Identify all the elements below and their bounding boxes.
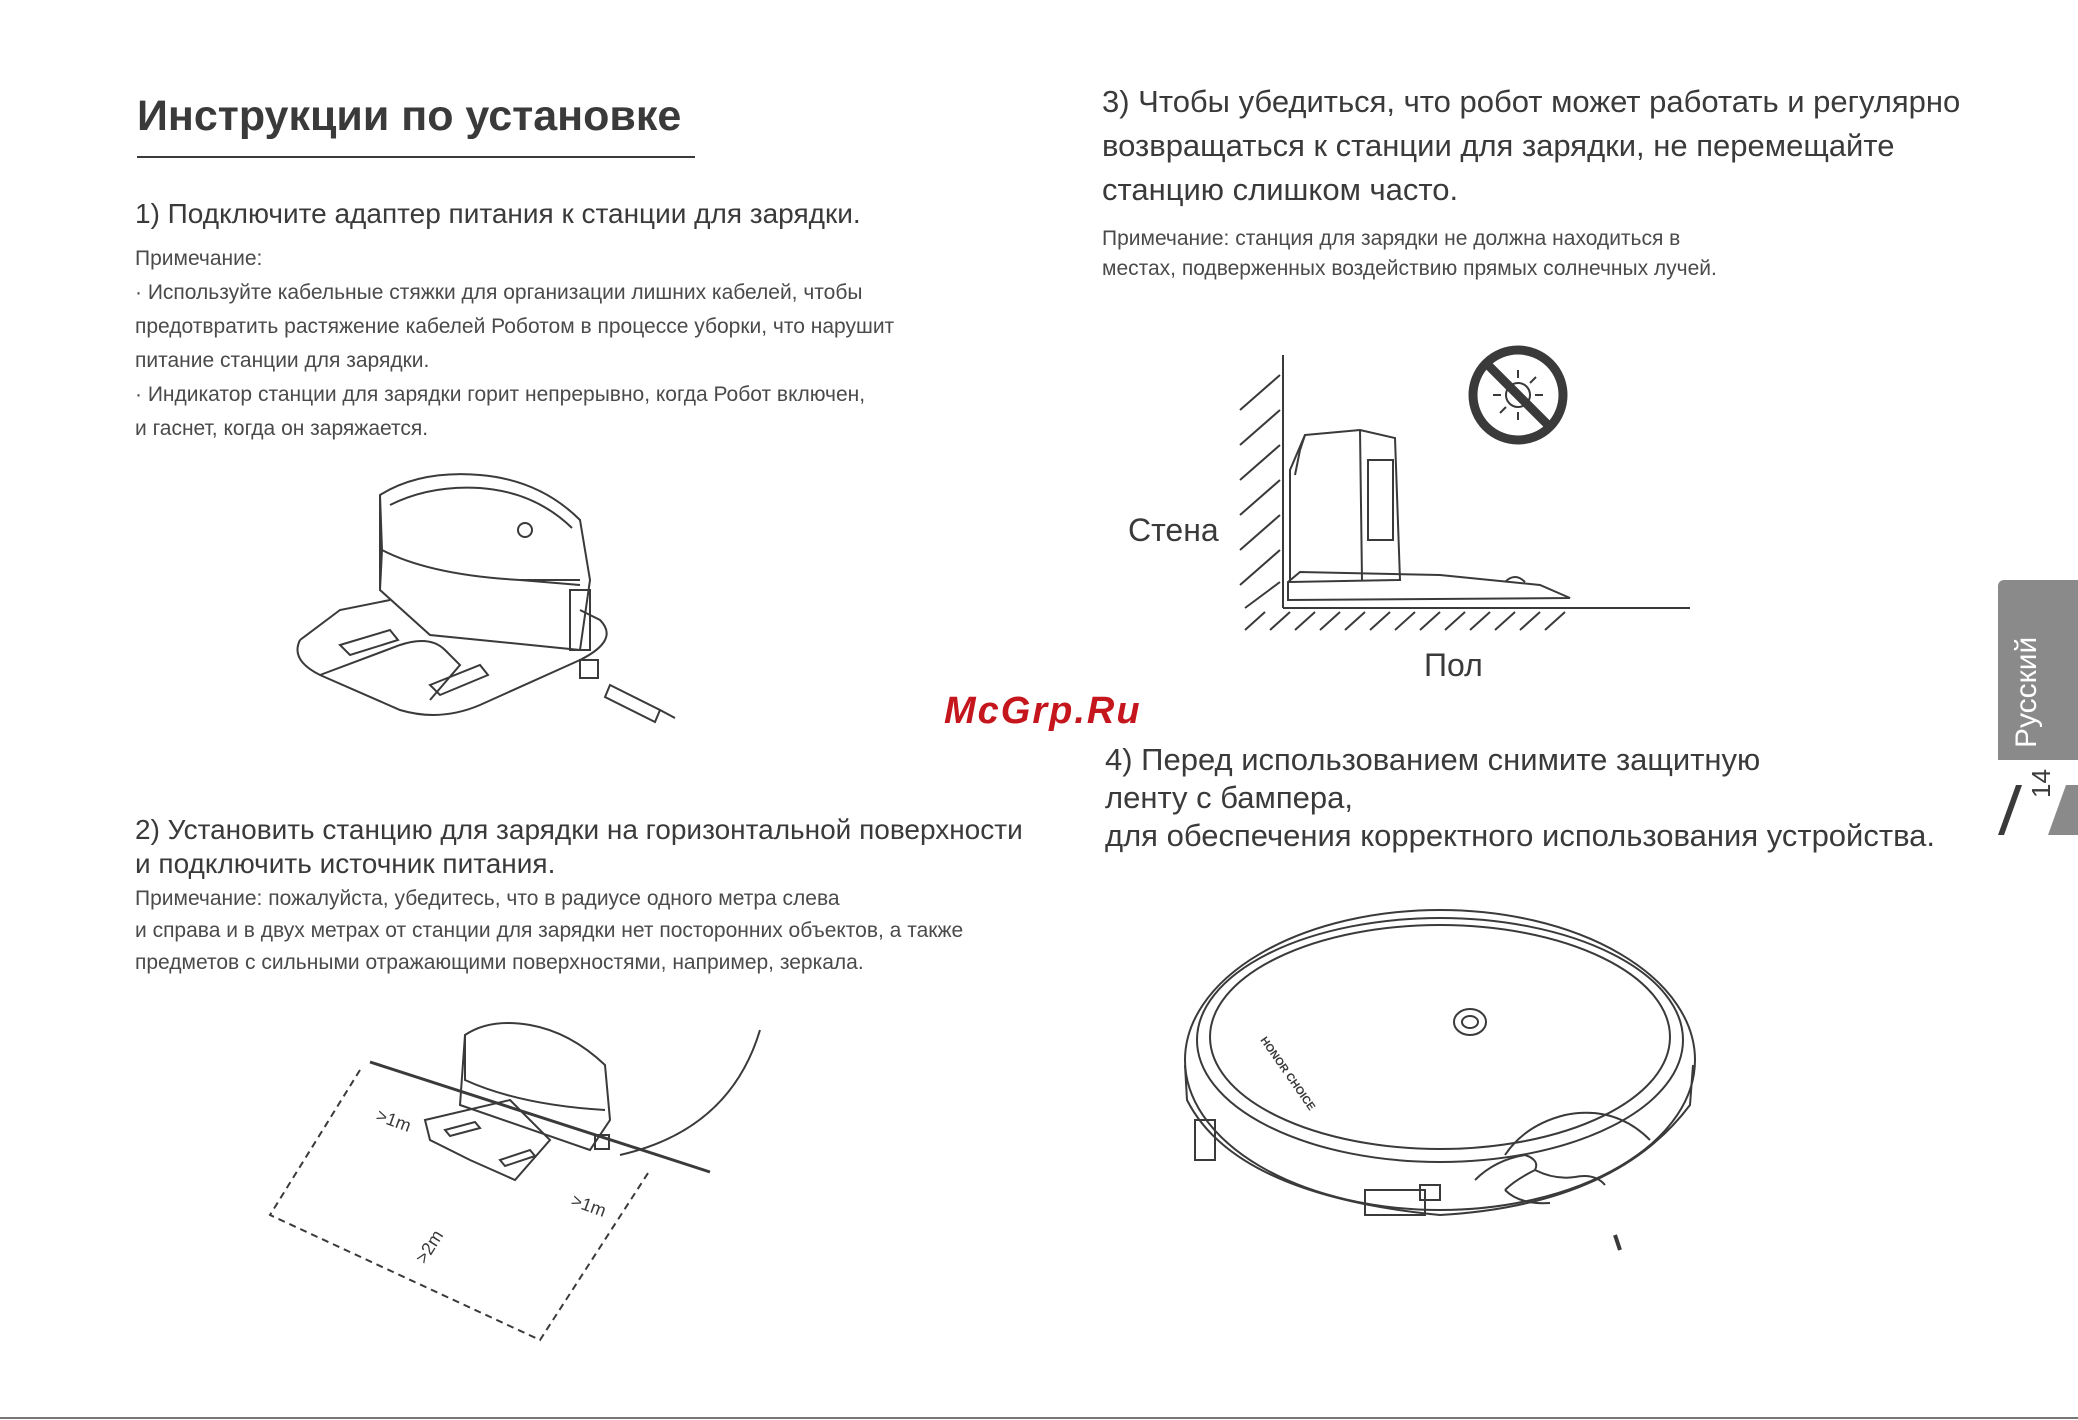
step1-bullet1-line1: · Используйте кабельные стяжки для организации лишних кабелей, чтобы [135, 281, 863, 304]
watermark: McGrp.Ru [944, 690, 1142, 732]
step1-note-label: Примечание: [135, 247, 263, 270]
dim-left-label: >1m [373, 1104, 414, 1136]
step2-heading-line1: 2) Установить станцию для зарядки на горизонтальной поверхности [135, 814, 1023, 845]
robot-brand-label: HONOR CHOICE [1257, 1034, 1318, 1113]
step2-note-line2: и справа и в двух метрах от станции для зарядки нет посторонних объектов, а также [135, 919, 964, 942]
page-number: 14 [2026, 769, 2057, 798]
step1-bullet2-line1: · Индикатор станции для зарядки горит непрерывно, когда Робот включен, [135, 383, 866, 406]
language-tab [1998, 580, 2078, 760]
robot-vacuum-illustration [1175, 915, 1665, 1245]
charging-station-illustration [280, 460, 680, 750]
no-sunlight-icon [1473, 350, 1563, 440]
page-bottom-border [0, 1417, 2078, 1419]
page-title: Инструкции по установке [137, 92, 682, 140]
wall-label: Стена [1128, 512, 1219, 548]
step1-heading: 1) Подключите адаптер питания к станции для зарядки. [135, 198, 861, 229]
step1-bullet1-line3: питание станции для зарядки. [135, 349, 430, 372]
step3-heading-line2: возвращаться к станции для зарядки, не перемещайте [1102, 128, 1895, 163]
clearance-diagram [260, 1010, 780, 1350]
title-underline [137, 156, 695, 158]
step4-heading-line2: ленту с бампера, [1105, 780, 1353, 815]
step1-bullet1-line2: предотвратить растяжение кабелей Роботом в процессе уборки, что нарушит [135, 315, 895, 338]
step2-note-line3: предметов с сильными отражающими поверхностями, например, зеркала. [135, 951, 864, 974]
step4-heading-line3: для обеспечения корректного использования устройства. [1105, 818, 1936, 853]
step2-note-line1: Примечание: пожалуйста, убедитесь, что в радиусе одного метра слева [135, 887, 840, 910]
dim-front-label: >2m [411, 1226, 448, 1268]
language-tab-label: Русский [2010, 636, 2043, 748]
step2-heading-line2: и подключить источник питания. [135, 848, 556, 879]
dim-right-label: >1m [568, 1189, 609, 1221]
step3-note-line1: Примечание: станция для зарядки не должна находиться в [1102, 227, 1681, 250]
step3-heading-line3: станцию слишком часто. [1102, 172, 1459, 207]
step3-note-line2: местах, подверженных воздействию прямых солнечных лучей. [1102, 257, 1717, 280]
wall-floor-illustration [1240, 350, 1690, 640]
step1-bullet2-line2: и гаснет, когда он заряжается. [135, 417, 429, 440]
step3-heading-line1: 3) Чтобы убедиться, что робот может работать и регулярно [1102, 84, 1961, 119]
step4-heading-line1: 4) Перед использованием снимите защитную [1105, 742, 1761, 777]
floor-label: Пол [1424, 647, 1483, 683]
